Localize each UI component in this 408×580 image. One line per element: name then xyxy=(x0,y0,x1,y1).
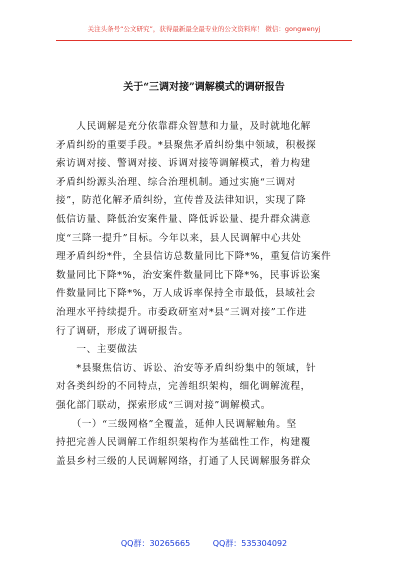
header-divider xyxy=(56,40,352,41)
body-line: 低信访量、降低治安案件量、降低诉讼量、提升群众满意 xyxy=(56,213,311,225)
body-line: 索访调对接、警调对接、诉调对接等调解模式，着力构建 xyxy=(56,158,311,170)
body-line: （一）“三级网格”全覆盖，延伸人民调解触角。坚 xyxy=(56,418,297,430)
body-line: 治理水平持续提升。市委政研室对*县“三调对接”工作进 xyxy=(56,306,307,318)
body-line: *县聚焦信访、诉讼、治安等矛盾纠纷集中的领域，针 xyxy=(56,362,317,374)
body-line: 行了调研，形成了调研报告。 xyxy=(56,325,189,337)
document-body xyxy=(56,118,356,471)
body-line: 对各类纠纷的不同特点，完善组织架构，细化调解流程， xyxy=(56,381,311,393)
body-line: 强化部门联动，探索形成“三调对接”调解模式。 xyxy=(56,399,271,411)
header-banner: 关注头条号“公文研究”，获得最新最全最专业的公文资料库！ 微信：gongwenyj xyxy=(87,25,321,33)
body-line: 接”，防范化解矛盾纠纷，宣传普及法律知识，实现了降 xyxy=(56,195,307,207)
body-line: 件数量同比下降*%，万人成诉率保持全市最低，县域社会 xyxy=(56,288,316,300)
body-line: 度“三降一提升”目标。今年以来，县人民调解中心共处 xyxy=(56,232,302,244)
body-line: 盖县乡村三级的人民调解网络，打通了人民调解服务群众 xyxy=(56,455,311,467)
body-line: 持把完善人民调解工作组织架构作为基础性工作，构建覆 xyxy=(56,437,311,449)
document-title: 关于“三调对接”调解模式的调研报告 xyxy=(123,82,285,93)
body-line: 矛盾纠纷源头治理、综合治理机制。通过实施“三调对 xyxy=(56,176,296,188)
footer xyxy=(0,538,408,549)
footer-qq-group-2: QQ群：535304092 xyxy=(212,539,288,548)
body-line: 数量同比下降*%，治安案件数量同比下降*%，民事诉讼案 xyxy=(56,269,321,281)
body-line: 理矛盾纠纷*件，全县信访总数量同比下降*%，重复信访案件 xyxy=(56,251,332,263)
body-line: 矛盾纠纷的重要手段。*县聚焦矛盾纠纷集中领域，积极探 xyxy=(56,139,317,151)
body-line: 人民调解是充分依靠群众智慧和力量，及时就地化解 xyxy=(56,121,311,132)
section-heading: 一、主要做法 xyxy=(56,344,138,356)
footer-qq-group-1: QQ群：30265665 xyxy=(120,539,191,548)
